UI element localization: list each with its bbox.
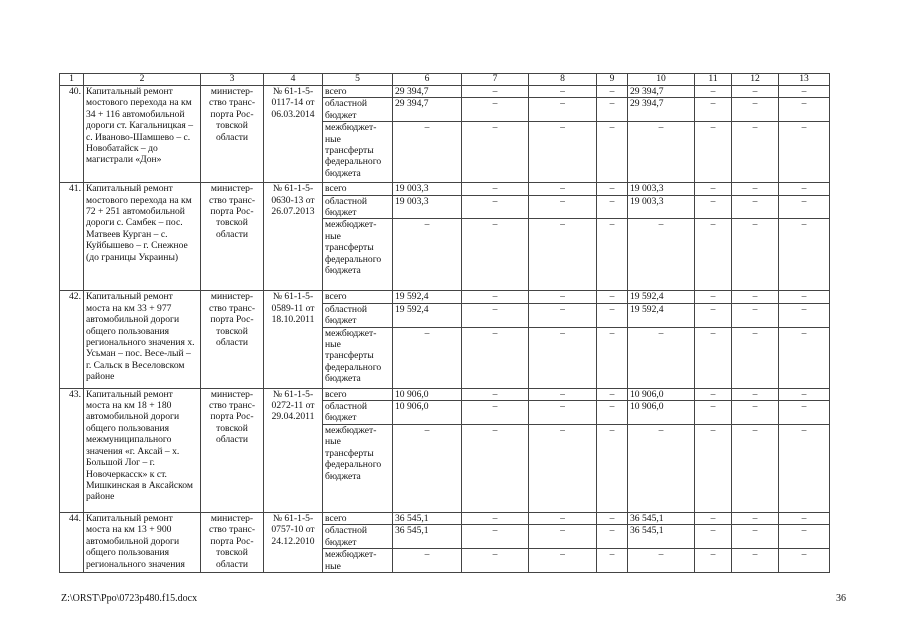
value-cell: – <box>597 327 628 388</box>
value-cell: – <box>393 219 462 291</box>
value-cell: – <box>628 424 695 512</box>
funding-source-cell: областной бюджет <box>323 195 393 219</box>
value-cell: – <box>462 195 529 219</box>
value-cell: – <box>779 98 830 122</box>
value-cell: – <box>529 122 597 183</box>
value-cell: – <box>597 424 628 512</box>
value-cell: – <box>529 195 597 219</box>
header-cell: 6 <box>393 74 462 86</box>
header-cell: 13 <box>779 74 830 86</box>
header-cell: 2 <box>84 74 201 86</box>
table-row <box>60 183 830 195</box>
value-cell: – <box>529 86 597 98</box>
document-cell: № 61-1-5-0589-11 от 18.10.2011 <box>264 291 323 388</box>
value-cell: – <box>628 327 695 388</box>
value-cell: – <box>732 86 779 98</box>
value-cell: – <box>597 219 628 291</box>
value-cell: 29 394,7 <box>628 98 695 122</box>
value-cell: – <box>695 122 732 183</box>
value-cell: – <box>695 183 732 195</box>
row-number-cell: 42. <box>60 291 84 388</box>
value-cell: 10 906,0 <box>628 388 695 400</box>
value-cell: – <box>695 327 732 388</box>
value-cell: – <box>462 122 529 183</box>
document-cell: № 61-1-5-0272-11 от 29.04.2011 <box>264 388 323 512</box>
value-cell: – <box>597 86 628 98</box>
header-cell: 12 <box>732 74 779 86</box>
funding-source-cell: областной бюджет <box>323 525 393 549</box>
value-cell: 10 906,0 <box>393 388 462 400</box>
value-cell: – <box>462 525 529 549</box>
organization-cell: министер-ство транс-порта Рос-товской области <box>201 388 264 512</box>
value-cell: – <box>779 525 830 549</box>
value-cell: – <box>529 512 597 524</box>
table-row <box>60 512 830 524</box>
value-cell: – <box>695 512 732 524</box>
value-cell: – <box>529 388 597 400</box>
value-cell: – <box>597 303 628 327</box>
value-cell: 29 394,7 <box>393 98 462 122</box>
header-cell: 4 <box>264 74 323 86</box>
financing-table <box>59 73 830 573</box>
value-cell: 36 545,1 <box>628 525 695 549</box>
table-row <box>60 388 830 400</box>
value-cell: – <box>732 388 779 400</box>
funding-source-cell: межбюджет-ные трансферты федерального бюджета <box>323 219 393 291</box>
table-row <box>60 86 830 98</box>
funding-source-cell: областной бюджет <box>323 401 393 425</box>
value-cell: – <box>597 388 628 400</box>
value-cell: – <box>732 122 779 183</box>
value-cell: – <box>695 388 732 400</box>
value-cell: – <box>462 98 529 122</box>
value-cell: – <box>462 183 529 195</box>
value-cell: 36 545,1 <box>393 512 462 524</box>
value-cell: – <box>529 549 597 573</box>
value-cell: 29 394,7 <box>628 86 695 98</box>
value-cell: – <box>732 327 779 388</box>
value-cell: – <box>732 291 779 303</box>
value-cell: – <box>597 98 628 122</box>
value-cell: – <box>597 183 628 195</box>
funding-source-cell: межбюджет-ные трансферты федерального бюджета <box>323 327 393 388</box>
project-name-cell: Капитальный ремонт мостового перехода на км 34 + 116 автомобильной дороги ст. Кагальницкая – с. Иваново-Шамшево – с. Новобатайск – до магистрали «Дон» <box>84 86 201 183</box>
funding-source-cell: межбюджет-ные трансферты федерального бюджета <box>323 122 393 183</box>
value-cell: – <box>462 388 529 400</box>
value-cell: – <box>462 219 529 291</box>
funding-source-cell: межбюджет-ные трансферты федерального бюджета <box>323 424 393 512</box>
value-cell: – <box>732 195 779 219</box>
project-name-cell: Капитальный ремонт моста на км 13 + 900 автомобильной дороги общего пользования регионального значения <box>84 512 201 572</box>
row-number-cell: 43. <box>60 388 84 512</box>
value-cell: – <box>529 98 597 122</box>
table-header-row <box>60 74 830 86</box>
value-cell: – <box>529 401 597 425</box>
value-cell: – <box>695 86 732 98</box>
value-cell: – <box>779 424 830 512</box>
value-cell: – <box>529 424 597 512</box>
value-cell: – <box>779 549 830 573</box>
document-cell: № 61-1-5-0757-10 от 24.12.2010 <box>264 512 323 572</box>
value-cell: – <box>462 86 529 98</box>
value-cell: 10 906,0 <box>393 401 462 425</box>
value-cell: – <box>695 98 732 122</box>
value-cell: – <box>695 424 732 512</box>
value-cell: – <box>779 195 830 219</box>
value-cell: – <box>732 549 779 573</box>
organization-cell: министер-ство транс-порта Рос-товской области <box>201 512 264 572</box>
value-cell: – <box>529 291 597 303</box>
value-cell: – <box>462 291 529 303</box>
funding-source-cell: областной бюджет <box>323 98 393 122</box>
row-number-cell: 44. <box>60 512 84 572</box>
value-cell: – <box>695 291 732 303</box>
value-cell: 19 003,3 <box>628 195 695 219</box>
value-cell: – <box>779 401 830 425</box>
value-cell: 19 003,3 <box>393 195 462 219</box>
value-cell: – <box>732 525 779 549</box>
value-cell: – <box>779 303 830 327</box>
value-cell: – <box>695 303 732 327</box>
value-cell: – <box>597 122 628 183</box>
file-path: Z:\ORST\Ppo\0723p480.f15.docx <box>61 593 198 604</box>
row-number-cell: 41. <box>60 183 84 291</box>
value-cell: – <box>732 98 779 122</box>
funding-source-cell: всего <box>323 86 393 98</box>
funding-source-cell: межбюджет-ные <box>323 549 393 573</box>
funding-source-cell: областной бюджет <box>323 303 393 327</box>
value-cell: 19 592,4 <box>628 291 695 303</box>
funding-source-cell: всего <box>323 183 393 195</box>
value-cell: – <box>462 303 529 327</box>
value-cell: – <box>628 549 695 573</box>
value-cell: – <box>779 388 830 400</box>
value-cell: 19 003,3 <box>628 183 695 195</box>
project-name-cell: Капитальный ремонт моста на км 33 + 977 автомобильной дороги общего пользования регионального значения х. Усьман – пос. Весе-лый – г. Сальск в Веселовском районе <box>84 291 201 388</box>
value-cell: – <box>529 303 597 327</box>
value-cell: – <box>462 327 529 388</box>
document-cell: № 61-1-5-0630-13 от 26.07.2013 <box>264 183 323 291</box>
organization-cell: министер-ство транс-порта Рос-товской области <box>201 86 264 183</box>
value-cell: – <box>462 401 529 425</box>
value-cell: – <box>628 122 695 183</box>
value-cell: – <box>597 512 628 524</box>
value-cell: – <box>695 401 732 425</box>
value-cell: 19 003,3 <box>393 183 462 195</box>
value-cell: – <box>779 219 830 291</box>
value-cell: – <box>779 86 830 98</box>
document-cell: № 61-1-5-0117-14 от 06.03.2014 <box>264 86 323 183</box>
value-cell: – <box>393 549 462 573</box>
value-cell: – <box>695 525 732 549</box>
value-cell: – <box>732 401 779 425</box>
value-cell: – <box>779 122 830 183</box>
project-name-cell: Капитальный ремонт моста на км 18 + 180 автомобильной дороги общего пользования межмуниципального значения «г. Аксай – х. Большой Лог – г. Новочеркасск» к ст. Мишкинская в Аксайском районе <box>84 388 201 512</box>
value-cell: 19 592,4 <box>393 303 462 327</box>
value-cell: – <box>779 327 830 388</box>
value-cell: – <box>462 512 529 524</box>
organization-cell: министер-ство транс-порта Рос-товской области <box>201 291 264 388</box>
value-cell: – <box>393 327 462 388</box>
value-cell: – <box>462 549 529 573</box>
value-cell: – <box>393 122 462 183</box>
funding-source-cell: всего <box>323 512 393 524</box>
value-cell: 10 906,0 <box>628 401 695 425</box>
organization-cell: министер-ство транс-порта Рос-товской области <box>201 183 264 291</box>
value-cell: – <box>597 401 628 425</box>
value-cell: – <box>628 219 695 291</box>
funding-source-cell: всего <box>323 291 393 303</box>
header-cell: 8 <box>529 74 597 86</box>
value-cell: – <box>779 183 830 195</box>
header-cell: 11 <box>695 74 732 86</box>
value-cell: 19 592,4 <box>393 291 462 303</box>
value-cell: – <box>597 549 628 573</box>
value-cell: – <box>597 291 628 303</box>
value-cell: – <box>597 525 628 549</box>
value-cell: 19 592,4 <box>628 303 695 327</box>
value-cell: – <box>695 219 732 291</box>
header-cell: 7 <box>462 74 529 86</box>
page-number: 36 <box>836 593 846 604</box>
value-cell: – <box>779 291 830 303</box>
value-cell: – <box>393 424 462 512</box>
value-cell: – <box>732 183 779 195</box>
value-cell: – <box>732 424 779 512</box>
value-cell: – <box>597 195 628 219</box>
funding-source-cell: всего <box>323 388 393 400</box>
header-cell: 3 <box>201 74 264 86</box>
value-cell: – <box>529 525 597 549</box>
header-cell: 1 <box>60 74 84 86</box>
value-cell: – <box>779 512 830 524</box>
value-cell: 29 394,7 <box>393 86 462 98</box>
value-cell: – <box>732 303 779 327</box>
row-number-cell: 40. <box>60 86 84 183</box>
value-cell: – <box>695 195 732 219</box>
table-row <box>60 291 830 303</box>
value-cell: – <box>732 512 779 524</box>
value-cell: – <box>462 424 529 512</box>
table-body <box>60 74 830 573</box>
header-cell: 9 <box>597 74 628 86</box>
value-cell: – <box>529 327 597 388</box>
header-cell: 10 <box>628 74 695 86</box>
value-cell: – <box>529 183 597 195</box>
value-cell: 36 545,1 <box>393 525 462 549</box>
value-cell: 36 545,1 <box>628 512 695 524</box>
value-cell: – <box>529 219 597 291</box>
project-name-cell: Капитальный ремонт мостового перехода на км 72 + 251 автомобильной дороги с. Самбек – пос. Матвеев Курган – с. Куйбышево – г. Снежное (до границы Украины) <box>84 183 201 291</box>
value-cell: – <box>732 219 779 291</box>
value-cell: – <box>695 549 732 573</box>
header-cell: 5 <box>323 74 393 86</box>
